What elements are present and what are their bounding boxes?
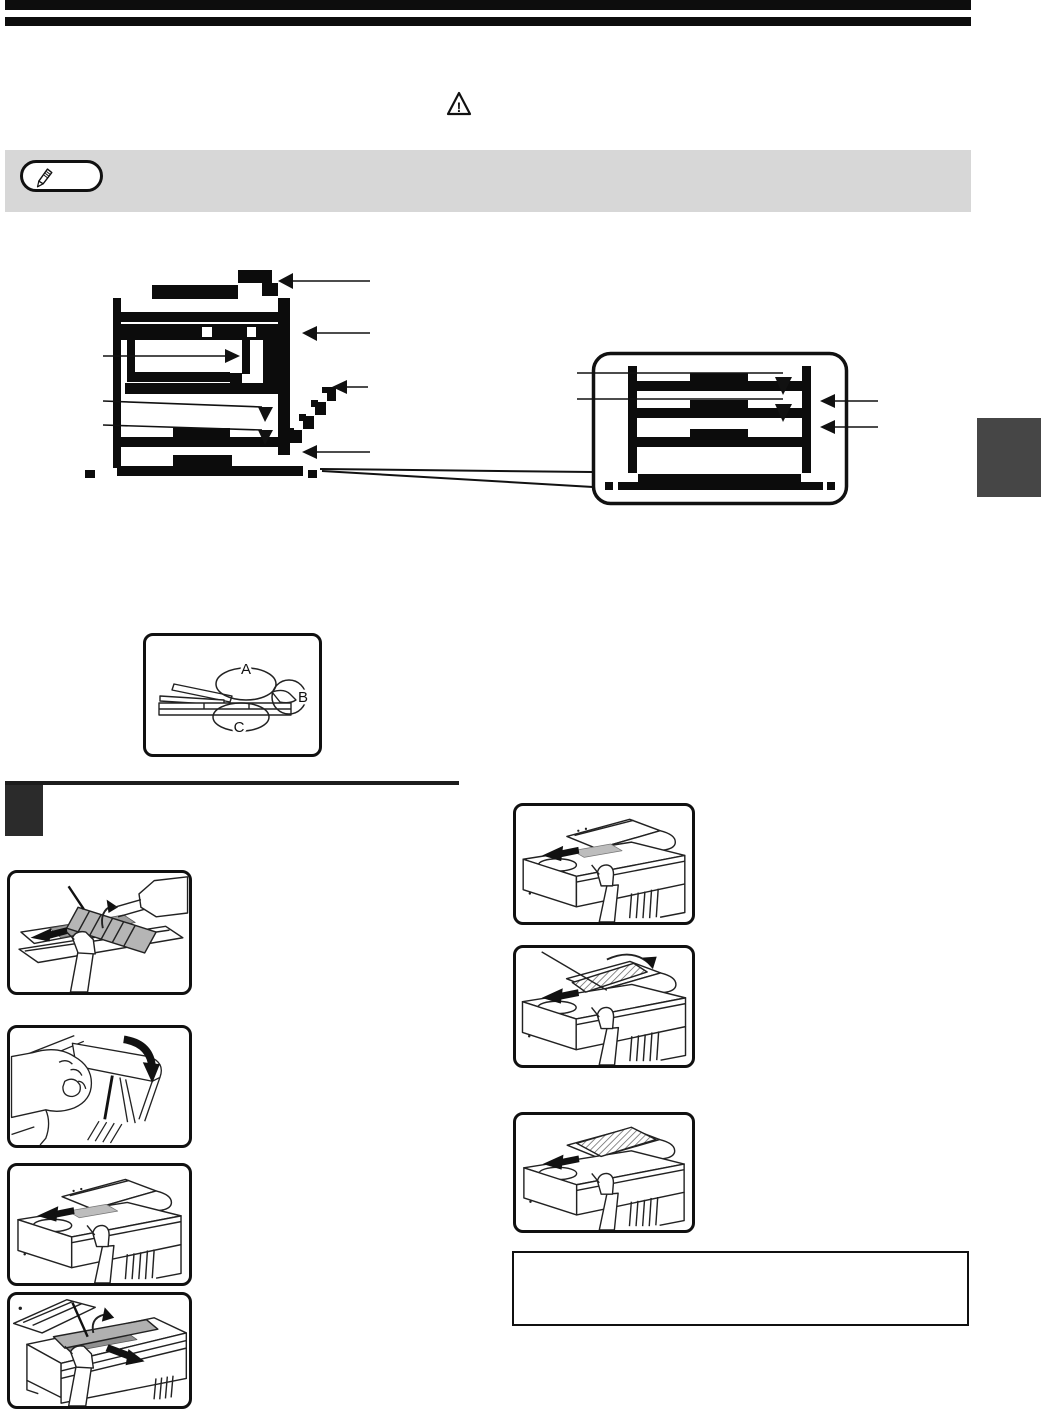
spf-label-c: C bbox=[233, 719, 245, 736]
section-heading-rule bbox=[5, 781, 459, 785]
illustration-open-exit-cover bbox=[7, 1292, 192, 1409]
warning-triangle-icon bbox=[446, 90, 472, 117]
spf-abc-illustration bbox=[146, 636, 319, 754]
spf-label-b: B bbox=[297, 689, 309, 706]
section-heading-block bbox=[5, 785, 43, 836]
callout-arrow-upper-right bbox=[302, 326, 370, 341]
machine-callouts bbox=[103, 273, 370, 459]
spf-label-a: A bbox=[240, 661, 252, 678]
callout-arrow-bypass bbox=[332, 380, 368, 394]
callout-arrow-bottom bbox=[302, 445, 370, 459]
illustration-remove-original-tray bbox=[513, 1112, 695, 1233]
warning-exclamation: ! bbox=[456, 99, 462, 115]
chapter-tab bbox=[977, 418, 1041, 497]
pencil-icon bbox=[30, 163, 58, 189]
tray-unit-zoom-box bbox=[577, 354, 878, 504]
illustration-remove-original-exit bbox=[7, 1163, 192, 1286]
top-rule-secondary bbox=[5, 17, 971, 26]
illustration-rotate-roller-knob bbox=[7, 1025, 192, 1148]
spf-abc-diagram-box bbox=[143, 633, 322, 757]
callout-arrow-left bbox=[103, 349, 240, 363]
callout-arrow-top bbox=[278, 273, 370, 289]
magnifier-wedge-lines bbox=[320, 469, 593, 487]
callout-arrow-tray1 bbox=[103, 401, 273, 422]
top-rule-primary bbox=[5, 0, 971, 10]
copier-side-illustration bbox=[85, 270, 317, 478]
note-badge bbox=[20, 160, 103, 192]
illustration-open-roller-cover bbox=[7, 870, 192, 995]
illustration-lift-feeder-tray bbox=[513, 945, 695, 1068]
illustration-remove-original-feed bbox=[513, 803, 695, 925]
bordered-note-rect bbox=[512, 1251, 969, 1326]
bypass-tray-steps bbox=[287, 387, 336, 443]
note-box bbox=[5, 150, 971, 212]
misfeed-locations-diagram bbox=[0, 250, 900, 520]
